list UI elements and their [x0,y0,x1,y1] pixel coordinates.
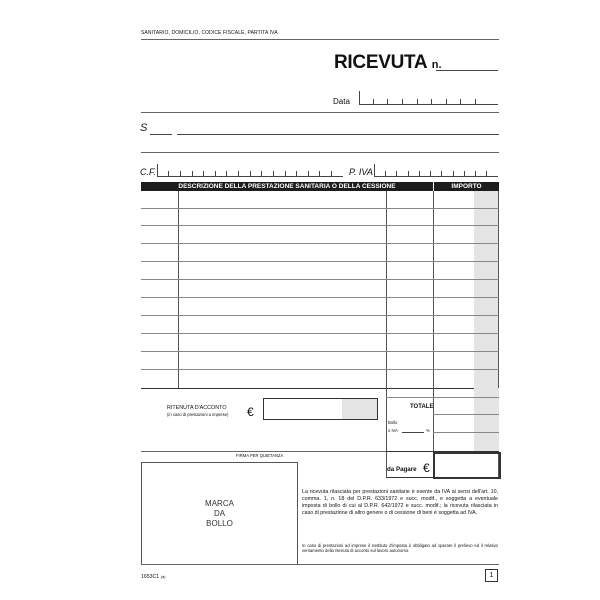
receipt-form [123,0,501,600]
amount-column-header: IMPORTO [434,182,499,191]
firma-label: FIRMA PER QUIETANZA [236,453,284,458]
table-row[interactable] [141,369,499,370]
page-number: 1 [485,569,498,582]
s-field[interactable] [177,134,499,135]
da-pagare-field[interactable] [433,452,501,479]
euro-symbol-pagare: € [423,461,430,475]
euro-symbol-ritenuta: € [247,405,254,419]
form-code: 1653C1 (a) [141,574,166,580]
iva-percent-field[interactable] [402,432,424,433]
marca-da-bollo-box[interactable] [141,462,298,565]
receipt-title: RICEVUTA [334,52,428,73]
table-row[interactable] [141,315,499,316]
table-row[interactable] [141,333,499,334]
table-row[interactable] [141,279,499,280]
table-row[interactable] [141,243,499,244]
table-row[interactable] [141,297,499,298]
iva-label: o IVA [388,428,398,433]
bollo-label: Bollo [388,420,398,425]
totale-label: TOTALE [410,404,434,410]
date-field[interactable] [359,91,498,105]
legal-note-secondary: In caso di prestazioni ad imprese il sostituto d'imposta è obbligato ad operare il prelievo ed il relativo versamento della ritenuta di acconto sul lavoro autonomo. [302,543,498,554]
stamp-line-1: MARCA [205,499,234,508]
piva-field[interactable] [374,164,498,177]
stamp-line-3: BOLLO [206,519,233,528]
stamp-line-2: DA [213,509,226,518]
table-row[interactable] [141,261,499,262]
table-row[interactable] [141,208,499,209]
header-caption: SANITARIO, DOMICILIO, CODICE FISCALE, PARTITA IVA [141,30,278,36]
date-label: Data [333,97,350,106]
cf-label: C.F. [140,167,156,177]
da-pagare-label: da Pagare [387,466,417,473]
table-row[interactable] [141,351,499,352]
s-label: S [140,122,148,134]
piva-label: P. IVA [349,167,373,177]
receipt-number-field[interactable] [436,70,498,71]
percent-symbol: % [426,428,430,433]
table-row[interactable] [141,225,499,226]
totale-field[interactable] [433,414,499,415]
ritenuta-label: RITENUTA D'ACCONTO [167,405,227,411]
bollo-iva-field[interactable] [433,432,499,433]
cf-field[interactable] [157,164,343,177]
receipt-title-group [334,52,442,74]
ritenuta-amount-field[interactable] [263,398,378,420]
receipt-number-label: n. [431,59,442,71]
legal-note: La ricevuta rilasciata per prestazioni sanitarie è esente da IVA ai sensi dell'art. 10, comma. 1, n. 18 del D.P.R. 633/1972 e succ. modif., e soggetta a eventuale imposta di bollo di cui al D.P.R. 642/1972 e succ. modif.; la ricevuta rilasciata in caso di prestazione di altro genere o di cessione di beni è soggetta ad IVA. [302,489,498,516]
description-column-header: DESCRIZIONE DELLA PRESTAZIONE SANITARIA O DELLA CESSIONE [141,182,433,191]
ritenuta-note: (in caso di prestazioni a imprese) [167,412,229,417]
